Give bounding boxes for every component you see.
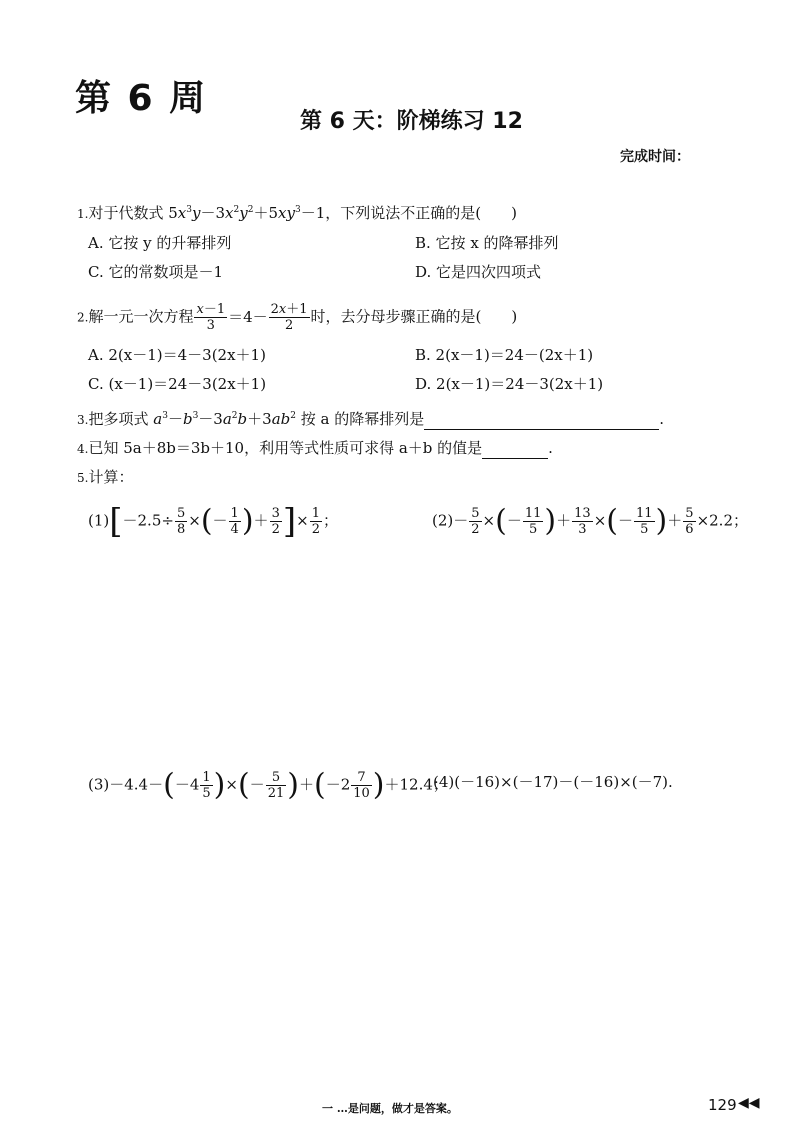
question-1-option-b[interactable]: B. 它按 x 的降幂排列 xyxy=(415,234,559,252)
question-3-expression: $a^3-b^3-3a^2b+3ab^2$ xyxy=(153,410,296,428)
question-2-option-c[interactable]: C. (x－1)＝24－3(2x＋1) xyxy=(88,375,267,393)
question-1-number: 1. xyxy=(77,207,89,221)
footer-slogan: 一 …是问题，做才是答案。 xyxy=(322,1102,458,1115)
question-2-number: 2. xyxy=(77,310,89,325)
question-5-number: 5. xyxy=(77,471,89,485)
question-2-stem xyxy=(77,302,517,333)
question-2-option-d[interactable]: D. 2(x－1)＝24－3(2x＋1) xyxy=(415,375,604,393)
question-2-stem-pre: 解一元一次方程 xyxy=(88,307,194,326)
question-5-part-3: (3)－4.4－(－4 $\frac{1}{5}$ )×(－ $\frac{5}{21}$ )＋(－2 $\frac{7}{10}$ )＋12.4； xyxy=(88,767,448,803)
question-2-option-b[interactable]: B. 2(x－1)＝24－(2x＋1) xyxy=(415,346,594,364)
question-1-option-c[interactable]: C. 它的常数项是－1 xyxy=(88,263,224,281)
question-3-answer-blank[interactable] xyxy=(424,413,659,430)
question-3-number: 3. xyxy=(77,413,89,427)
question-4-text: 已知 5a＋8b＝3b＋10，利用等式性质可求得 a＋b 的值是 xyxy=(88,439,483,457)
question-1-expression: $5x^3y-3x^2y^2+5xy^3-1$ xyxy=(168,204,326,222)
question-4-number: 4. xyxy=(77,442,89,456)
question-5-part-1: (1)[－2.5÷ $\frac{5}{8}$ ×(－ $\frac{1}{4}$ )＋ $\frac{3}{2}$ ]× $\frac{1}{2}$ ； xyxy=(88,501,338,542)
page-number: 129 xyxy=(708,1096,737,1114)
question-2-option-a[interactable]: A. 2(x－1)＝4－3(2x＋1) xyxy=(88,346,266,364)
part-3-label: (3) xyxy=(88,775,110,794)
question-5-part-2: (2)－ $\frac{5}{2}$ ×(－ $\frac{11}{5}$ )＋ $\frac{13}{3}$ ×(－ $\frac{11}{5}$ )＋ $\frac{5}{6}$ ×2.2； xyxy=(432,503,748,539)
question-3-stem-pre: 把多项式 xyxy=(88,410,149,428)
question-5-title: 计算： xyxy=(88,468,134,486)
question-2-equation: $\frac{x-1}{3}$ ＝4－ $\frac{2x+1}{2}$ xyxy=(196,302,308,333)
week-heading: 第 6 周 xyxy=(75,78,208,119)
finish-time-label: 完成时间： xyxy=(620,149,690,165)
question-1-stem-post: ，下列说法不正确的是( ) xyxy=(325,204,517,222)
question-3: 3.把多项式 $a^3-b^3-3a^2b+3ab^2$ 按 a 的降幂排列是 . xyxy=(77,410,665,428)
question-2-stem-post: 时，去分母步骤正确的是( ) xyxy=(310,307,518,326)
question-5-part-4: (4)(－16)×(－17)－(－16)×(－7). xyxy=(433,773,673,791)
question-1-stem xyxy=(77,203,517,224)
double-chevron-left-icon: ◀◀ xyxy=(738,1095,760,1111)
part-2-label: (2) xyxy=(432,511,454,530)
day-title: 第 6 天：阶梯练习 12 xyxy=(300,109,523,134)
question-1-option-a[interactable]: A. 它按 y 的升幂排列 xyxy=(88,234,232,252)
question-3-stem-post: 按 a 的降幂排列是 xyxy=(300,410,425,428)
question-1-option-d[interactable]: D. 它是四次四项式 xyxy=(415,263,542,281)
question-4-answer-blank[interactable] xyxy=(482,442,548,459)
part-1-label: (1) xyxy=(88,511,110,530)
question-4: 4.已知 5a＋8b＝3b＋10，利用等式性质可求得 a＋b 的值是 . xyxy=(77,439,553,457)
question-1-stem-pre: 对于代数式 xyxy=(88,204,164,222)
question-5-heading xyxy=(77,467,133,488)
